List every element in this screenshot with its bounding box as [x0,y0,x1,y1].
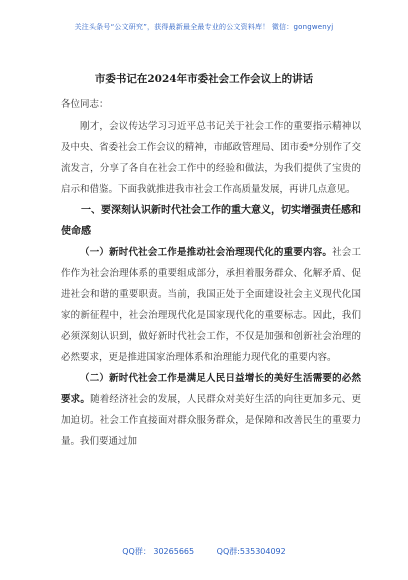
footer-qq-group-2: QQ群:535304092 [216,547,286,556]
intro-paragraph: 刚才，会议传达学习习近平总书记关于社会工作的重要指示精神以及中央、省委社会工作会议的精神，市邮政管理局、团市委*分别作了交流发言，分享了各自在社会工作中的经验和做法，为我们提供了宝贵的启示和借鉴。下面我就推进我市社会工作高质量发展，再讲几点意见。 [61,121,361,195]
header-banner: 关注头条号“公文研究”，获得最新最全最专业的公文资料库！ 微信：gongwenyj [74,23,334,31]
section-1-heading: 一、要深刻认识新时代社会工作的重大意义，切实增强责任感和使命感 [61,205,361,237]
salutation: 各位同志： [61,99,109,110]
subsection-2-heading: （二）新时代社会工作是满足人民日益增长的美好生活需要的必然要求。 [61,373,361,405]
document-body [61,116,361,452]
subsection-1-body: 社会工作作为社会治理体系的重要组成部分，承担着服务群众、化解矛盾、促进社会和谐的重要职责。当前，我国正处于全面建设社会主义现代化国家的新征程中，社会治理现代化是国家现代化的重要标志。因此，我们必须深刻认识到，做好新时代社会工作，不仅是加强和创新社会治理的必然要求，更是推进国家治理体系和治理能力现代化的重要内容。 [61,247,361,363]
subsection-1-paragraph [61,242,361,368]
page-title: 市委书记在2024年市委社会工作会议上的讲话 [94,73,314,85]
footer-qq-group-1: QQ群： 30265665 [122,547,195,556]
subsection-2-paragraph [61,368,361,452]
subsection-1-heading: （一）新时代社会工作是推动社会治理现代化的重要内容。 [80,247,333,258]
subsection-2-body: 随着经济社会的发展，人民群众对美好生活的向往更加多元、更加迫切。社会工作直接面对群众服务群众，是保障和改善民生的重要力量。我们要通过加 [61,394,361,447]
footer [0,546,408,557]
